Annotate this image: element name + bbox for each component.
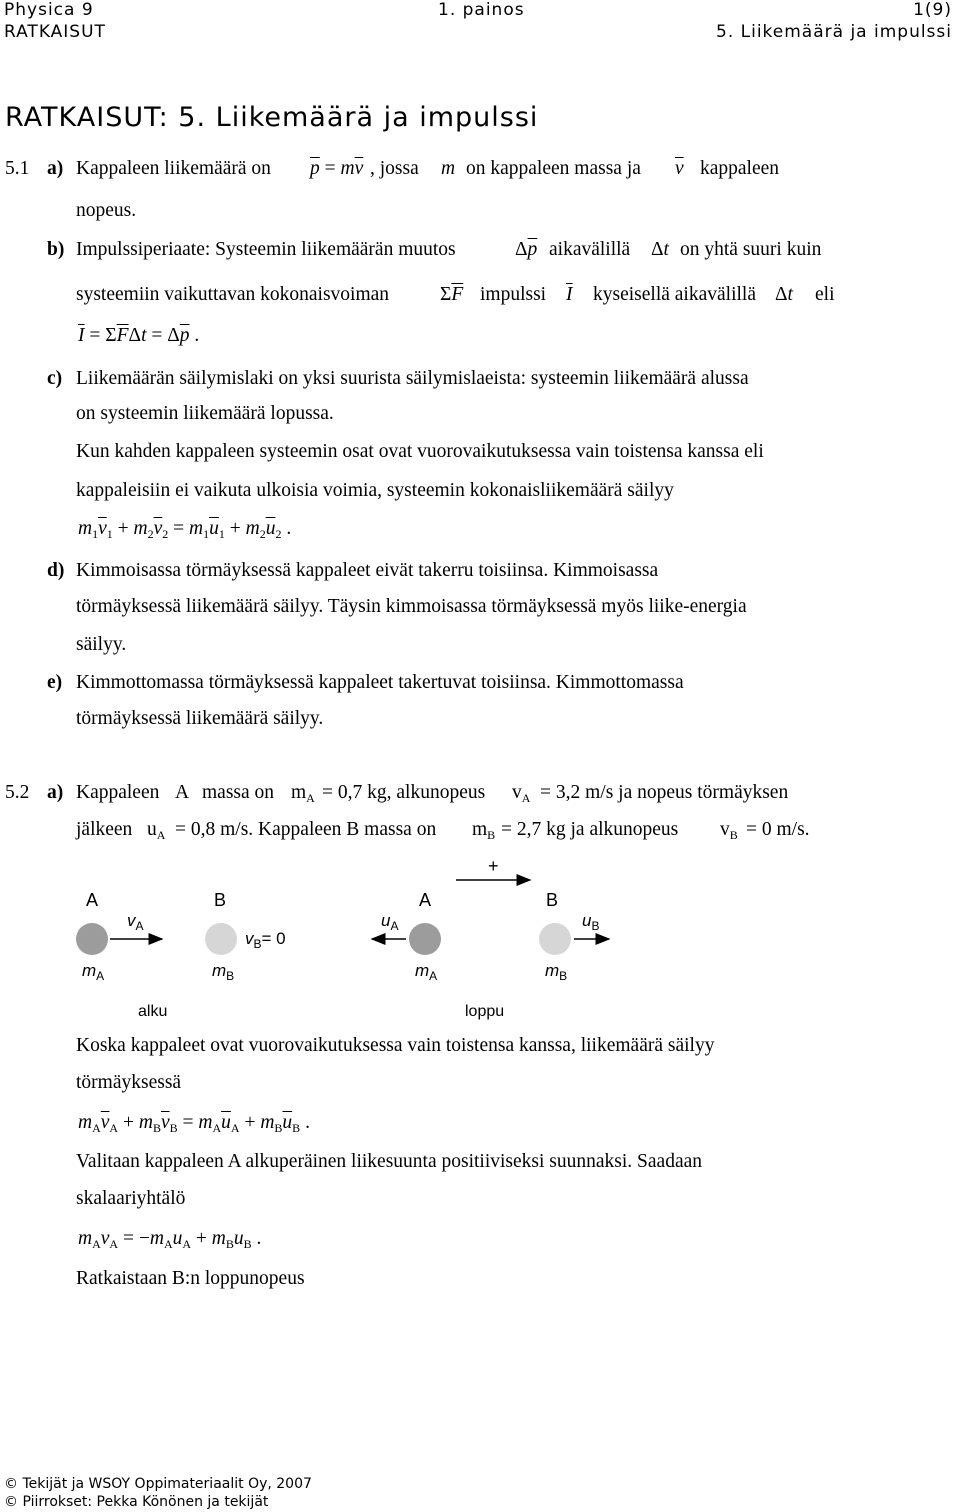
caption-after: loppu xyxy=(465,1003,505,1020)
symbol-va: $v_A$ xyxy=(512,782,531,805)
text-line: = 0 m/s. xyxy=(746,819,810,840)
symbol-ma: $m_A$ xyxy=(291,782,315,805)
body-a-label: A xyxy=(419,890,432,910)
body-b-label: B xyxy=(546,890,559,910)
text-line: on systeemin liikemäärä lopussa. xyxy=(76,403,334,424)
velocity-ua-label: $u_A$ xyxy=(381,911,399,933)
header-chapter: 5. Liikemäärä ja impulssi xyxy=(716,22,952,42)
text-line: on kappaleen massa ja xyxy=(466,158,641,179)
text-line: , jossa xyxy=(370,158,419,179)
formula-scalar-equation: $m_Av_A = -m_Au_A + m_Bu_B$ . xyxy=(78,1228,262,1251)
item-label: b) xyxy=(47,239,65,260)
caption-before: alku xyxy=(138,1003,168,1020)
text-line: systeemiin vaikuttavan kokonaisvoiman xyxy=(76,284,390,305)
problem-number: 5.2 xyxy=(5,782,30,803)
body-a-label: A xyxy=(86,890,99,910)
text-line: törmäyksessä liikemäärä säilyy. Täysin kimmoisassa törmäyksessä myös liike-energia xyxy=(76,596,747,617)
header-page: 1(9) xyxy=(913,0,952,20)
symbol-v: $\overline{v}$ xyxy=(675,158,684,179)
body-a-before xyxy=(76,923,108,955)
footer-copyright: © Tekijät ja WSOY Oppimateriaalit Oy, 2007 xyxy=(4,1476,312,1492)
text-line: Ratkaistaan B:n loppunopeus xyxy=(76,1268,305,1289)
item-label: e) xyxy=(47,672,63,693)
text-line: massa on xyxy=(202,782,275,803)
symbol-vb: $v_B$ xyxy=(720,819,738,842)
symbol-i: $\overline{I}$ xyxy=(566,284,573,305)
text-line: Impulssiperiaate: Systeemin liikemäärän muutos xyxy=(76,239,456,260)
text-line: Kimmoisassa törmäyksessä kappaleet eivät takerru toisiinsa. Kimmoisassa xyxy=(76,560,659,581)
text-line: Kimmottomassa törmäyksessä kappaleet takertuvat toisiinsa. Kimmottomassa xyxy=(76,672,684,693)
text-line: kyseisellä aikavälillä xyxy=(593,284,756,305)
formula-impulse: $\overline{I} = \Sigma\overline{F}\Delta t = \Delta\overline{p}$ . xyxy=(78,325,200,346)
velocity-ub-label: $u_B$ xyxy=(582,911,600,933)
symbol-mb: $m_B$ xyxy=(472,819,496,842)
text-line: säilyy. xyxy=(76,634,127,655)
text-line: kappaleen xyxy=(700,158,780,179)
text-line: skalaariyhtälö xyxy=(76,1188,186,1209)
text-line: on yhtä suuri kuin xyxy=(680,239,822,260)
text-line: Valitaan kappaleen A alkuperäinen liikesuunta positiiviseksi suunnaksi. Saadaan xyxy=(76,1151,703,1172)
text-line: aikavälillä xyxy=(549,239,631,260)
text-line: = 0,8 m/s. Kappaleen B massa on xyxy=(175,819,437,840)
label-a: A xyxy=(175,782,190,803)
item-label: a) xyxy=(47,782,64,803)
mass-mb-label: $m_B$ xyxy=(545,961,568,983)
positive-direction-label: + xyxy=(488,856,499,876)
text-line: = 2,7 kg ja alkunopeus xyxy=(501,819,679,840)
text-line: kappaleisiin ei vaikuta ulkoisia voimia, systeemin kokonaisliikemäärä säilyy xyxy=(76,480,674,501)
footer-illustrations: © Piirrokset: Pekka Könönen ja tekijät xyxy=(4,1494,269,1510)
symbol-m: m xyxy=(441,158,456,179)
text-line: törmäyksessä liikemäärä säilyy. xyxy=(76,708,324,729)
mass-ma-label: $m_A$ xyxy=(415,961,438,983)
text-line: jälkeen xyxy=(76,819,133,840)
text-line: = 0,7 kg, alkunopeus xyxy=(322,782,486,803)
symbol-ua: $u_A$ xyxy=(147,819,166,842)
formula-momentum: $\overline{p} = m\overline{v}$ xyxy=(310,158,364,179)
body-b-after xyxy=(539,923,571,955)
symbol-delta-t: Δt xyxy=(651,239,669,260)
header-section: RATKAISUT xyxy=(4,22,106,42)
text-line: Liikemäärän säilymislaki on yksi suurista säilymislaeista: systeemin liikemäärä alussa xyxy=(76,368,749,389)
formula-vector-conservation: $m_A\overline{v}_A + m_B\overline{v}_B = m_A\overline{u}_A + m_B\overline{u}_B$ . xyxy=(78,1112,310,1135)
item-label: d) xyxy=(47,560,65,581)
mass-mb-label: $m_B$ xyxy=(212,961,235,983)
velocity-va-label: $v_A$ xyxy=(127,911,144,933)
text-line: törmäyksessä xyxy=(76,1072,182,1093)
mass-ma-label: $m_A$ xyxy=(82,961,105,983)
collision-figure xyxy=(0,850,960,1030)
body-b-label: B xyxy=(214,890,227,910)
text-line: eli xyxy=(815,284,835,305)
text-line: Koska kappaleet ovat vuorovaikutuksessa vain toistensa kanssa, liikemäärä säilyy xyxy=(76,1035,715,1056)
symbol-delta-t: Δt xyxy=(775,284,793,305)
item-label: c) xyxy=(47,368,63,389)
body-a-after xyxy=(409,923,441,955)
page-title: RATKAISUT: 5. Liikemäärä ja impulssi xyxy=(5,102,539,133)
text-line: Kappaleen liikemäärä on xyxy=(76,158,271,179)
text-line: Kun kahden kappaleen systeemin osat ovat vuorovaikutuksessa vain toistensa kanssa eli xyxy=(76,441,764,462)
header-book: Physica 9 xyxy=(4,0,94,20)
problem-number: 5.1 xyxy=(5,158,30,179)
symbol-delta-p: $\Delta\overline{p}$ xyxy=(515,239,538,260)
header-edition: 1. painos xyxy=(438,0,525,20)
text-line: Kappaleen xyxy=(76,782,160,803)
item-label: a) xyxy=(47,158,64,179)
symbol-sum-f: $\Sigma\overline{F}$ xyxy=(440,284,464,305)
text-line: nopeus. xyxy=(76,200,137,221)
text-line: impulssi xyxy=(480,284,547,305)
body-b-before xyxy=(205,923,237,955)
formula-conservation: $m_1\overline{v}_1 + m_2\overline{v}_2 = m_1\overline{u}_1 + m_2\overline{u}_2$ . xyxy=(78,518,292,541)
text-line: = 3,2 m/s ja nopeus törmäyksen xyxy=(540,782,789,803)
velocity-vb-label: $v_B= 0$ xyxy=(245,929,286,951)
